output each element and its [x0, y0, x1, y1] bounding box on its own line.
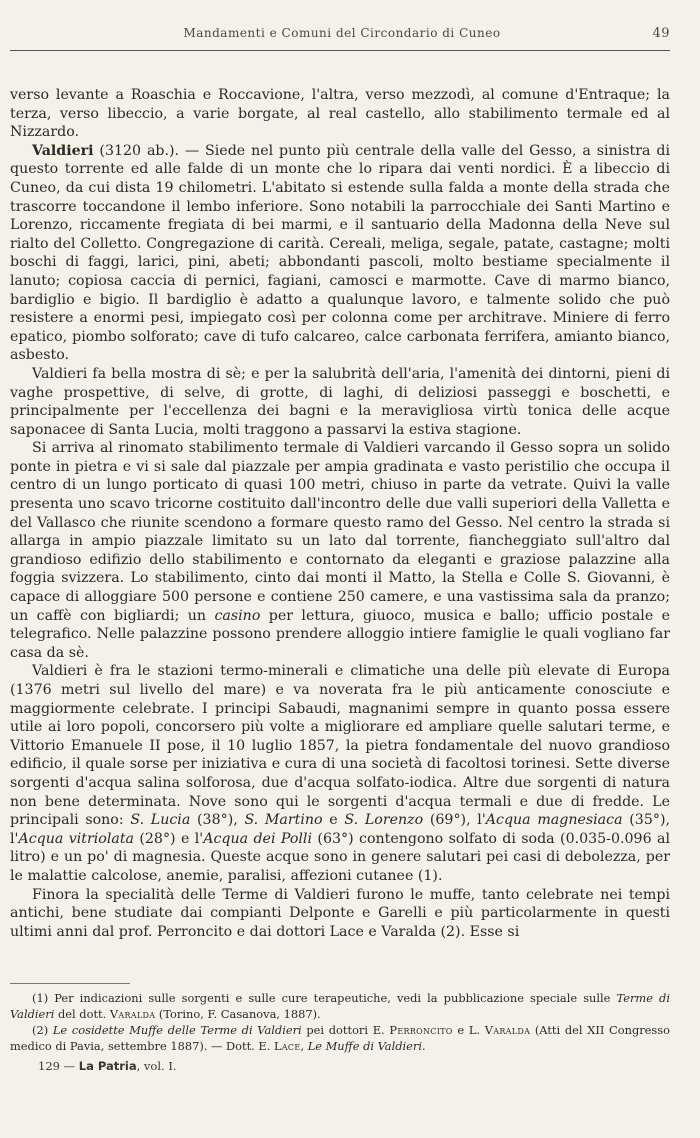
footnote-2: (2) Le cosidette Muffe delle Terme di Valdieri pei dottori E. Perroncito e L. Varalda (Atti del XII Congresso medico di Pavia, settembre 1887). — Dott. E. Lace, Le Muffe di Valdieri. — [10, 1023, 670, 1053]
footnote-rule — [10, 983, 130, 984]
sheet-signature: 129 — La Patria, vol. I. — [38, 1059, 177, 1073]
paragraph: Valdieri (3120 ab.). — Siede nel punto più centrale della valle del Gesso, a sinistra di questo torrente ed alle falde di un monte che lo ripara dai venti nordici. È a libeccio di Cuneo, da cui dista 19 chilometri. L'abitato si estende sulla falda a monte della strada che trascorre toccandone il lembo inferiore. Sono notabili la parrocchiale dei Santi Martino e Lorenzo, riccamente fregiata di bei marmi, e il santuario della Madonna della Neve sul rialto del Colletto. Congregazione di carità. Cereali, meliga, segale, patate, castagne; molti boschi di faggi, larici, pini, abeti; abbondanti pascoli, molto bestiame specialmente il lanuto; copiosa caccia di pernici, fagiani, camosci e marmotte. Cave di marmo bianco, bardiglio e bigio. Il bardiglio è adatto a qualunque lavoro, e talmente solido che può resistere a enormi pesi, impiegato così per colonna come per architrave. Miniere di ferro epatico, piombo solforato; cave di tufo calcareo, calce carbonata ferrifera, amianto bianco, asbesto. — [10, 142, 670, 364]
footnote-1: (1) Per indicazioni sulle sorgenti e sulle cure terapeutiche, vedi la pubblicazione speciale sulle Terme di Valdieri del dott. Varalda (Torino, F. Casanova, 1887). — [10, 991, 670, 1021]
running-title: Mandamenti e Comuni del Circondario di Cuneo — [183, 26, 501, 40]
page-number: 49 — [652, 26, 670, 41]
paragraph: Finora la specialità delle Terme di Valdieri furono le muffe, tanto celebrate nei tempi antichi, bene studiate dai compianti Delponte e Garelli e più particolarmente in questi ultimi anni dal prof. Perroncito e dai dottori Lace e Varalda (2). Esse si — [10, 886, 670, 940]
signature-title: La Patria — [78, 1059, 137, 1073]
header-rule — [10, 50, 670, 51]
running-header — [14, 26, 670, 40]
paragraph: Valdieri fa bella mostra di sè; e per la salubrità dell'aria, l'amenità dei dintorni, pieni di vaghe prospettive, di selve, di grotte, di laghi, di deliziosi passeggi e boschetti, e principalmente per l'eccellenza dei bagni e la meravigliosa virtù tonica delle acque saponacee di Santa Lucia, molti traggono a passarvi la estiva stagione. — [10, 365, 670, 438]
paragraph: Valdieri è fra le stazioni termo-minerali e climatiche una delle più elevate di Europa (1376 metri sul livello del mare) e va noverata fra le più anticamente conosciute e maggiormente celebrate. I principi Sabaudi, magnanimi sempre in quanto possa essere utile ai loro popoli, concorsero più volte a migliorare ed ampliare quelle salutari terme, e Vittorio Emanuele II pose, il 10 luglio 1857, la pietra fondamentale del nuovo grandioso edificio, il quale sorse per iniziativa e cura di una società di facoltosi torinesi. Sette diverse sorgenti d'acqua salina solforosa, due d'acqua solfato-iodica. Altre due sorgenti di natura non bene determinata. Nove sono qui le sorgenti d'acqua termali e due di fredde. Le principali sono: S. Lucia (38°), S. Martino e S. Lorenzo (69°), l'Acqua magnesiaca (35°), l'Acqua vitriolata (28°) e l'Acqua dei Polli (63°) contengono solfato di soda (0.035-0.096 al litro) e un po' di magnesia. Queste acque sono in genere salutari pei casi di debolezza, per le malattie calcolose, anemie, paralisi, affezioni cutanee (1). — [10, 663, 670, 884]
main-text — [10, 86, 670, 941]
paragraph: Si arriva al rinomato stabilimento termale di Valdieri varcando il Gesso sopra un solido ponte in pietra e vi si sale dal piazzale per ampia gradinata e vasto peristilio che occupa il centro di un lungo porticato di quasi 100 metri, chiuso in parte da vetrate. Quivi la valle presenta uno scavo tricorne costituito dall'incontro delle due valli superiori della Valletta e del Vallasco che riunite scendono a formare questo ramo del Gesso. Nel centro la strada si allarga in ampio piazzale limitato su un lato dal torrente, fiancheggiato sull'altro dal grandioso edifizio dello stabilimento e contornato da eleganti e graziose palazzine alla foggia svizzera. Lo stabilimento, cinto dai monti il Matto, la Stella e Colle S. Giovanni, è capace di alloggiare 500 persone e contiene 250 camere, e una vastissima sala da pranzo; un caffè con bigliardi; un casino per lettura, giuoco, musica e ballo; ufficio postale e telegrafico. Nelle palazzine possono prendere alloggio intiere famiglie le quali vogliano far casa da sè. — [10, 440, 671, 661]
paragraph: verso levante a Roaschia e Roccavione, l'altra, verso mezzodì, al comune d'Entraque; la terza, verso libeccio, a varie borgate, al real castello, allo stabilimento termale ed al Nizzardo. — [10, 87, 670, 141]
entry-heading: Valdieri — [32, 142, 94, 159]
footnotes — [10, 990, 670, 1054]
